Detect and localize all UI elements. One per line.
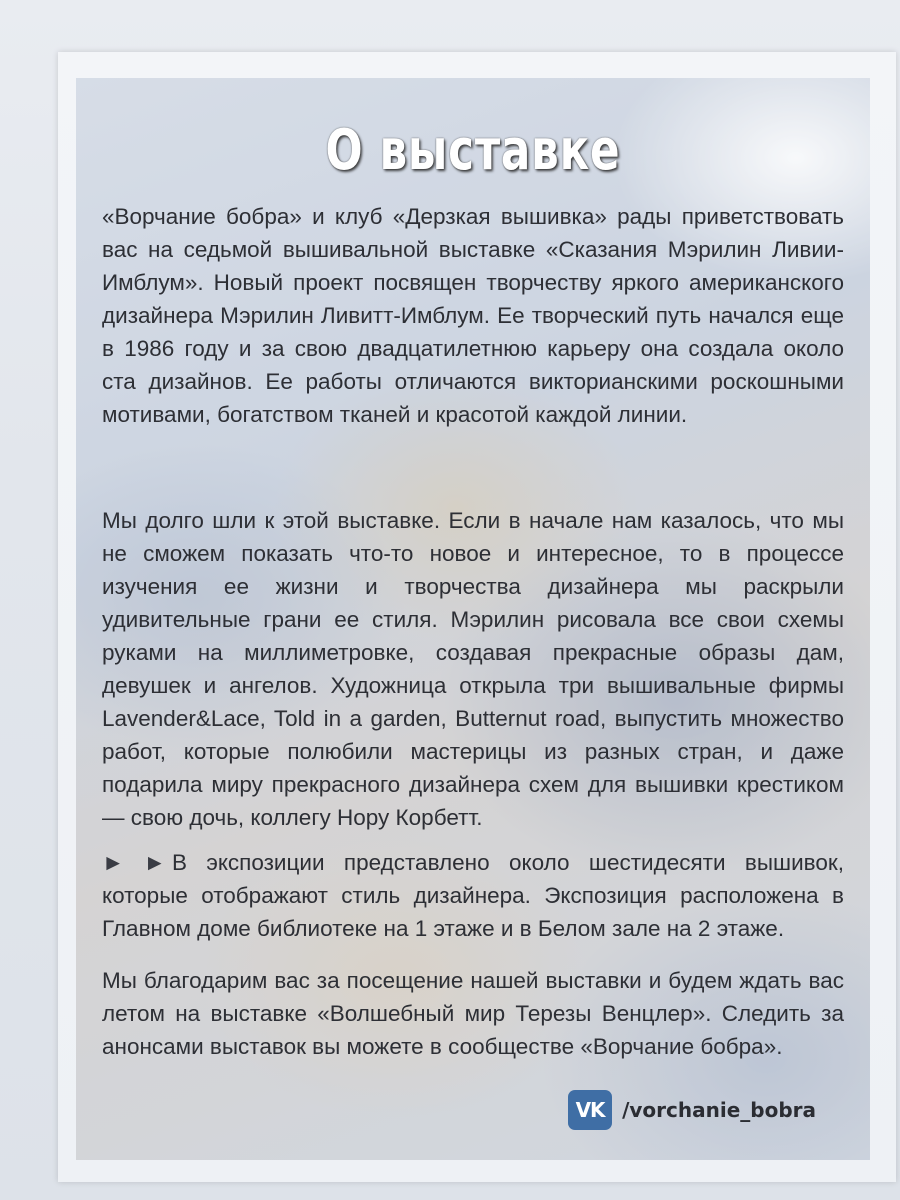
thanks-paragraph: Мы благодарим вас за посещение нашей выставки и будем ждать вас летом на выставке «Волшебный мир Терезы Венцлер». Следить за анонсами выставок вы можете в сообществе «Ворчание бобра». [102,968,844,1059]
exposition-paragraph [102,846,844,945]
exhibition-poster [76,78,870,1160]
history-paragraph: Мы долго шли к этой выставке. Если в начале нам казалось, что мы не сможем показать что-то новое и интересное, то в процессе изучения ее жизни и творчества дизайнера мы раскрыли удивительные грани ее стиля. Мэрилин рисовала все свои схемы руками на миллиметровке, создавая прекрасные образы дам, девушек и ангелов. Художница открыла три вышивальные фирмы Lavender&Lace, Told in a garden, Butternut road, выпустить множество работ, которые полюбили мастерицы из разных стран, и даже подарила миру прекрасного дизайнера схем для вышивки крестиком — свою дочь, коллегу Нору Корбетт. [102,508,844,830]
vk-icon: VK [568,1090,612,1130]
arrow-bullets-icon: ► ► [102,850,166,875]
intro-paragraph: «Ворчание бобра» и клуб «Дерзкая вышивка» рады приветствовать вас на седьмой вышивальной выставке «Сказания Мэрилин Ливии-Имблум». Новый проект посвящен творчеству яркого американского дизайнера Мэрилин Ливитт-Имблум. Ее творческий путь начался еще в 1986 году и за свою двадцатилетнюю карьеру она создала около ста дизайнов. Ее работы отличаются викторианскими роскошными мотивами, богатством тканей и красотой каждой линии. [102,204,844,427]
vk-handle: /vorchanie_bobra [622,1098,816,1122]
social-link [568,1090,816,1130]
poster-title: О выставке [325,118,621,183]
exposition-text: В экспозиции представлено около шестидесяти вышивок, которые отображают стиль дизайнера. Экспозиция расположена в Главном доме библиотеке на 1 этаже и в Белом зале на 2 этаже. [102,850,844,941]
